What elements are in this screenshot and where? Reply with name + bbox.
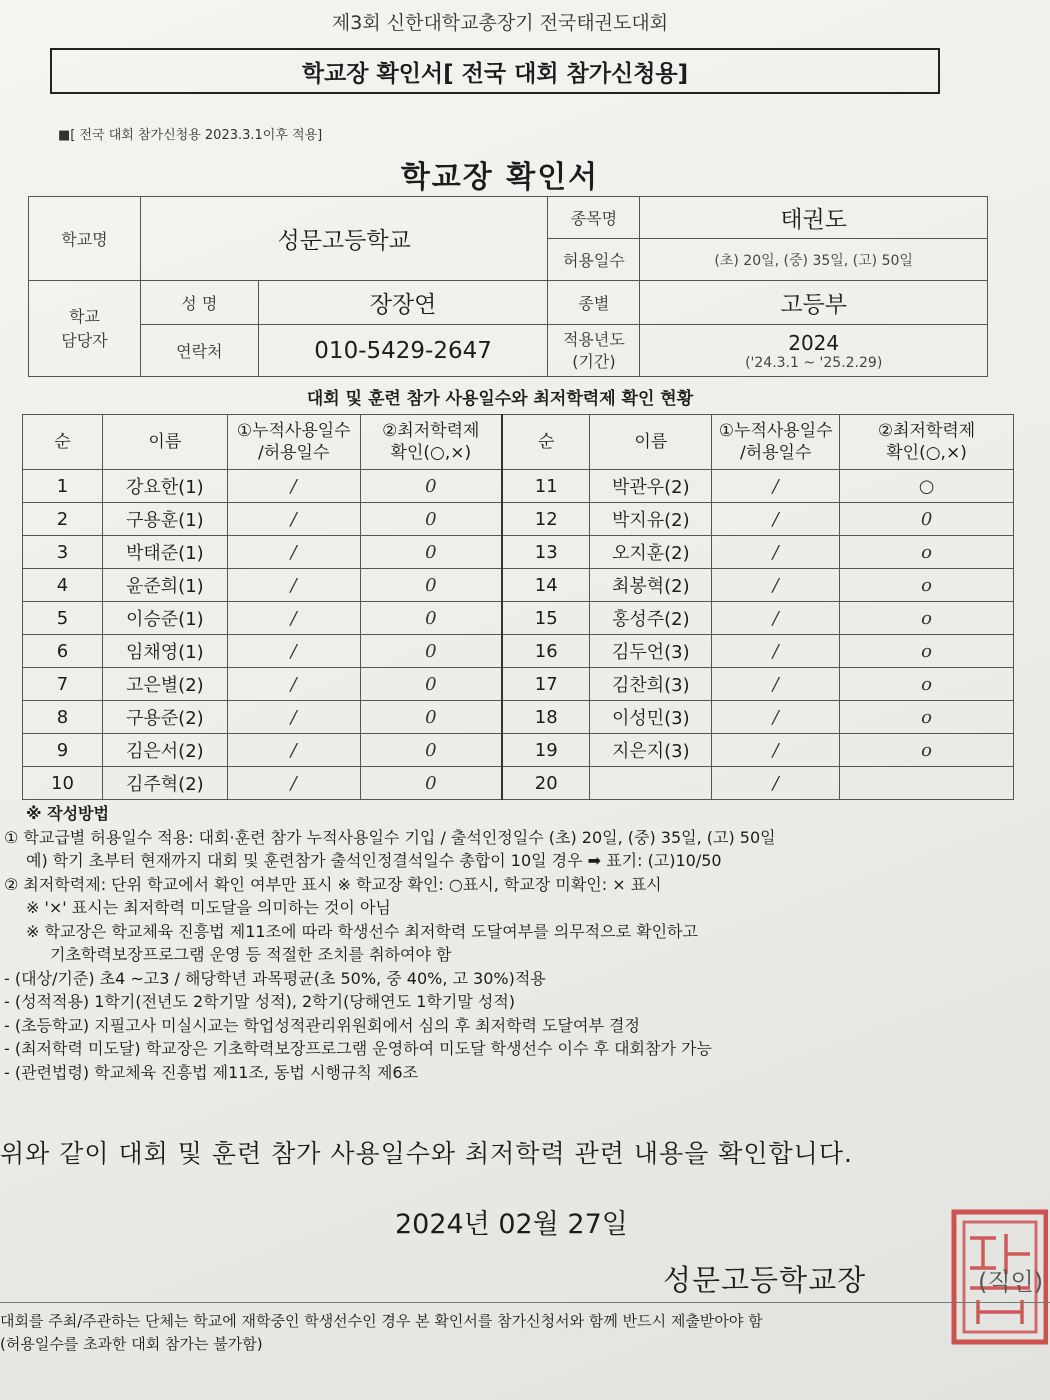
instruction-rule: - (최저학력 미도달) 학교장은 기초학력보장프로그램 운영하여 미도달 학생선수 이수 후 대회참가 가능 [4, 1039, 712, 1058]
period-value: ('24.3.1 ~ '25.2.29) [745, 354, 883, 371]
academic-check-mark: 0 [360, 602, 502, 635]
academic-check-mark: 0 [360, 569, 502, 602]
academic-check-mark: 0 [360, 470, 502, 503]
student-number: 1 [23, 470, 103, 503]
days-used: / [712, 734, 840, 767]
days-used: / [712, 701, 840, 734]
sport-value: 태권도 [640, 197, 988, 239]
student-name: 김두언(3) [590, 635, 712, 668]
table-row [23, 668, 1014, 701]
table-row [23, 470, 1014, 503]
instruction-item: ② 최저학력제: 단위 학교에서 확인 여부만 표시 ※ 학교장 확인: ○표시, 학교장 미확인: × 표시 [4, 874, 662, 894]
days-used: / [227, 767, 360, 800]
instruction-example: 예) 학기 초부터 현재까지 대회 및 훈련참가 출석인정결석일수 총합이 10일 경우 ➡ 표기: (고)10/50 [26, 851, 722, 870]
student-name: 홍성주(2) [590, 602, 712, 635]
student-number: 19 [502, 734, 590, 767]
instruction-rule: - (성적적용) 1학기(전년도 2학기말 성적), 2학기(당해연도 1학기말 성적) [4, 992, 516, 1011]
instructions [0, 802, 1045, 1084]
header-name: 이름 [102, 415, 227, 470]
academic-check-mark: o [840, 635, 1014, 668]
instructions-heading: ※ 작성방법 [26, 804, 109, 823]
student-name: 윤준희(1) [102, 569, 227, 602]
days-used: / [712, 602, 840, 635]
student-number: 7 [23, 668, 103, 701]
student-number: 11 [502, 470, 590, 503]
table-row [23, 602, 1014, 635]
principal-signature: 성문고등학교장 [663, 1263, 867, 1297]
instruction-rule: - (관련법령) 학교체육 진흥법 제11조, 동법 시행규칙 제6조 [4, 1062, 419, 1082]
header-check: ②최저학력제 확인(○,×) [360, 415, 502, 470]
student-number: 18 [502, 701, 590, 734]
footer-line: 대회를 주최/주관하는 단체는 학교에 재학중인 학생선수인 경우 본 확인서를 참가신청서와 함께 반드시 제출받아야 함 [0, 1312, 763, 1330]
academic-check-mark: 0 [360, 536, 502, 569]
year-value: 2024 [788, 330, 840, 355]
days-used: / [712, 635, 840, 668]
student-name: 강요한(1) [102, 470, 227, 503]
roster-body [23, 470, 1014, 800]
days-used: / [227, 635, 360, 668]
section-title: 대회 및 훈련 참가 사용일수와 최저학력제 확인 현황 [306, 389, 694, 409]
academic-check-mark: 0 [360, 635, 502, 668]
student-number: 10 [23, 767, 103, 800]
student-number: 17 [502, 668, 590, 701]
student-number: 15 [502, 602, 590, 635]
student-number: 4 [23, 569, 103, 602]
issue-date: 2024년 02월 27일 [395, 1209, 628, 1240]
days-used: / [227, 470, 360, 503]
category-value: 고등부 [640, 281, 988, 325]
document-banner: 학교장 확인서[ 전국 대회 참가신청용] [50, 48, 940, 94]
academic-check-mark: o [840, 602, 1014, 635]
student-name: 박지유(2) [590, 503, 712, 536]
name-label: 성 명 [140, 281, 258, 325]
academic-check-mark: o [840, 701, 1014, 734]
student-name: 이성민(3) [590, 701, 712, 734]
days-used: / [712, 503, 840, 536]
sport-label: 종목명 [548, 197, 640, 239]
days-used: / [712, 767, 840, 800]
days-used: / [712, 569, 840, 602]
academic-check-mark: 0 [360, 734, 502, 767]
student-number: 13 [502, 536, 590, 569]
academic-check-mark: o [840, 536, 1014, 569]
student-name: 지은지(3) [590, 734, 712, 767]
seal-placeholder: (직인) [978, 1268, 1044, 1296]
days-used: / [227, 701, 360, 734]
student-name: 박태준(1) [102, 536, 227, 569]
instruction-item: ① 학교급별 허용일수 적용: 대회·훈련 참가 누적사용일수 기입 / 출석인정일수 (초) 20일, (중) 35일, (고) 50일 [4, 827, 776, 847]
student-name: 오지훈(2) [590, 536, 712, 569]
student-name: 고은별(2) [102, 668, 227, 701]
academic-check-mark: o [840, 734, 1014, 767]
days-used: / [227, 602, 360, 635]
academic-check-mark: 0 [360, 701, 502, 734]
footer-note [0, 1310, 1050, 1356]
event-title: 제3회 신한대학교총장기 전국태권도대회 [331, 12, 669, 34]
student-number: 20 [502, 767, 590, 800]
contact-label: 연락처 [140, 325, 258, 377]
days-used: / [712, 536, 840, 569]
days-used: / [227, 734, 360, 767]
applicability-note: ■[ 전국 대회 참가신청용 2023.3.1이후 적용] [58, 128, 323, 143]
days-used: / [227, 503, 360, 536]
days-used: / [227, 536, 360, 569]
header-days-right: ①누적사용일수 /허용일수 [712, 415, 840, 470]
table-row [23, 536, 1014, 569]
student-name: 김은서(2) [102, 734, 227, 767]
academic-check-mark: o [840, 569, 1014, 602]
instruction-note: ※ '×' 표시는 최저학력 미도달을 의미하는 것이 아님 [26, 898, 391, 917]
manager-label: 학교 담당자 [29, 281, 141, 377]
days-used: / [227, 569, 360, 602]
student-name: 구용준(2) [102, 701, 227, 734]
roster-table [22, 414, 1014, 800]
academic-check-mark: o [840, 668, 1014, 701]
student-name: 구용훈(1) [102, 503, 227, 536]
manager-name: 장장연 [258, 281, 548, 325]
footer-line: (허용일수를 초과한 대회 참가는 불가함) [0, 1335, 263, 1353]
student-number: 2 [23, 503, 103, 536]
table-row [23, 503, 1014, 536]
student-name: 박관우(2) [590, 470, 712, 503]
academic-check-mark [840, 767, 1014, 800]
academic-check-mark: ○ [840, 470, 1014, 503]
days-used: / [712, 668, 840, 701]
allowed-days-label: 허용일수 [548, 239, 640, 281]
student-name: 임채영(1) [102, 635, 227, 668]
header-check-right: ②최저학력제 확인(○,×) [840, 415, 1014, 470]
confirmation-statement: 위와 같이 대회 및 훈련 참가 사용일수와 최저학력 관련 내용을 확인합니다. [0, 1139, 853, 1168]
table-row [23, 569, 1014, 602]
student-name: 이승준(1) [102, 602, 227, 635]
instruction-rule: - (대상/기준) 초4 ~고3 / 해당학년 과목평균(초 50%, 중 40%, 고 30%)적용 [4, 968, 546, 988]
category-label: 종별 [548, 281, 640, 325]
contact-value: 010-5429-2647 [258, 325, 548, 377]
footer-divider [0, 1302, 1050, 1303]
student-number: 16 [502, 635, 590, 668]
student-name: 최봉혁(2) [590, 569, 712, 602]
days-used: / [227, 668, 360, 701]
student-name [590, 767, 712, 800]
student-number: 14 [502, 569, 590, 602]
student-number: 9 [23, 734, 103, 767]
header-name-right: 이름 [590, 415, 712, 470]
allowed-days-value: (초) 20일, (중) 35일, (고) 50일 [640, 239, 988, 281]
student-number: 12 [502, 503, 590, 536]
header-no: 순 [23, 415, 103, 470]
student-number: 5 [23, 602, 103, 635]
academic-check-mark: 0 [360, 503, 502, 536]
school-info-table [28, 196, 988, 377]
academic-check-mark: 0 [360, 767, 502, 800]
academic-check-mark: 0 [840, 503, 1014, 536]
school-label: 학교명 [29, 197, 141, 281]
table-row [23, 734, 1014, 767]
header-days: ①누적사용일수 /허용일수 [227, 415, 360, 470]
school-name: 성문고등학교 [140, 197, 548, 281]
year-cell [640, 325, 988, 377]
table-row [23, 635, 1014, 668]
student-number: 8 [23, 701, 103, 734]
table-row [23, 701, 1014, 734]
student-name: 김주혁(2) [102, 767, 227, 800]
header-no-right: 순 [502, 415, 590, 470]
page-title: 학교장 확인서 [400, 160, 600, 195]
instruction-note: ※ 학교장은 학교체육 진흥법 제11조에 따라 학생선수 최저학력 도달여부를 의무적으로 확인하고 [26, 921, 698, 941]
year-label: 적용년도 (기간) [548, 325, 640, 377]
student-number: 6 [23, 635, 103, 668]
student-number: 3 [23, 536, 103, 569]
instruction-note: 기초학력보장프로그램 운영 등 적절한 조치를 취하여야 함 [50, 945, 452, 964]
table-row [23, 767, 1014, 800]
academic-check-mark: 0 [360, 668, 502, 701]
instruction-rule: - (초등학교) 지필고사 미실시교는 학업성적관리위원회에서 심의 후 최저학력 도달여부 결정 [4, 1015, 640, 1035]
student-name: 김찬희(3) [590, 668, 712, 701]
days-used: / [712, 470, 840, 503]
